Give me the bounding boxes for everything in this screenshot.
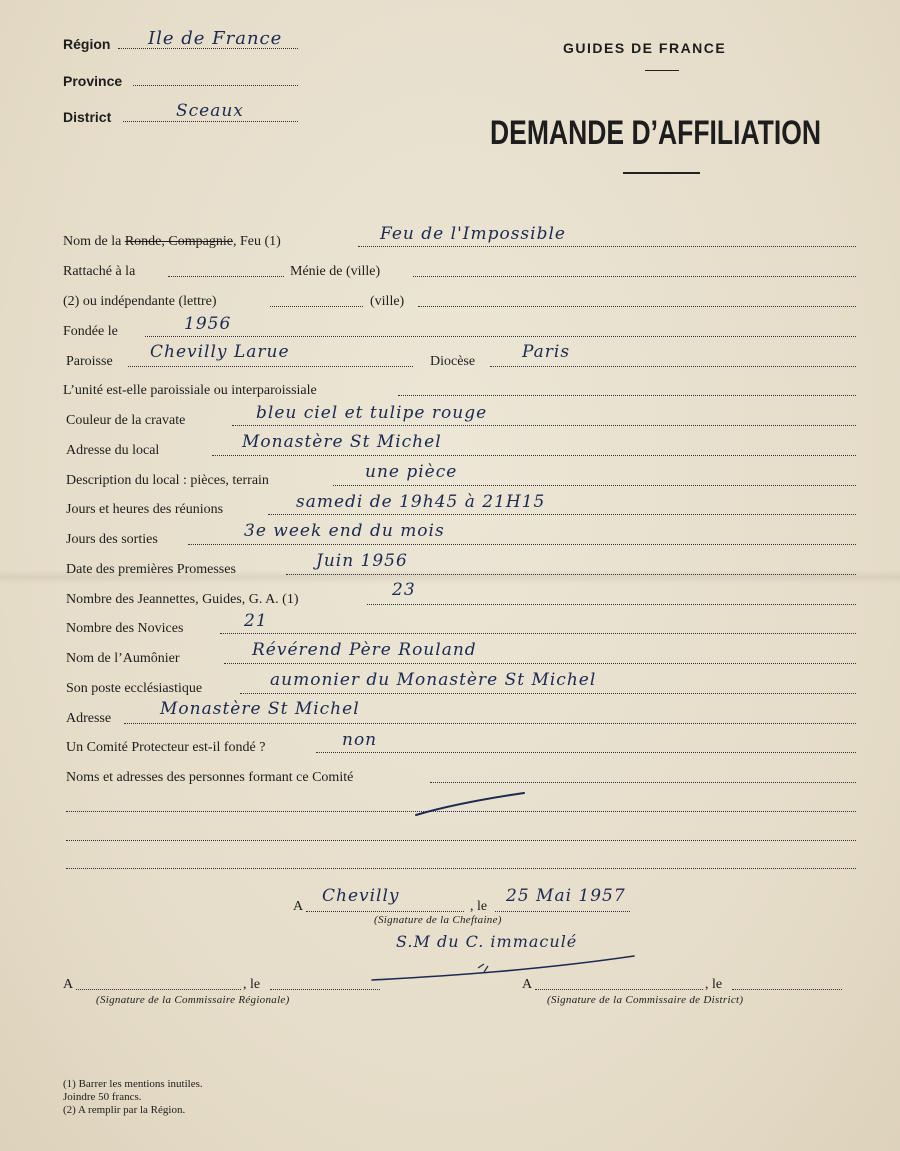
novices-label: Nombre des Novices: [66, 621, 184, 636]
paroisse-label: Paroisse: [66, 354, 113, 369]
nombre-line: [367, 604, 856, 605]
noms-label: Noms et adresses des personnes formant ce Comité: [66, 770, 354, 785]
adresse-line: [124, 723, 856, 724]
footnote-1b: Joindre 50 francs.: [63, 1091, 142, 1103]
district-le-label: , le: [705, 977, 723, 992]
independante-label: (2) ou indépendante (lettre): [63, 294, 217, 309]
jours-heures-line: [268, 514, 856, 515]
description-line: [333, 485, 856, 486]
page-title: DEMANDE D’AFFILIATION: [490, 114, 821, 152]
unite-line: [398, 395, 856, 396]
region-label: Région: [63, 36, 111, 52]
signature-a-label: A: [293, 899, 304, 914]
district-a-line: [535, 989, 703, 990]
promesses-label: Date des premières Promesses: [66, 562, 236, 577]
district-a-label: A: [522, 977, 533, 992]
province-label: Province: [63, 73, 123, 89]
region-value: Ile de France: [148, 28, 283, 49]
menie-label: Ménie de (ville): [290, 264, 381, 279]
paroisse-line: [128, 366, 413, 367]
title-underline: [623, 172, 700, 174]
promesses-line: [286, 574, 856, 575]
nom-value: Feu de l'Impossible: [380, 224, 566, 244]
sorties-label: Jours des sorties: [66, 532, 158, 547]
aumonier-value: Révérend Père Rouland: [252, 640, 477, 660]
blank-line-2: [66, 840, 856, 841]
nombre-value: 23: [392, 580, 416, 600]
comite-value: non: [342, 730, 378, 750]
district-line: [123, 121, 298, 122]
diocese-line: [490, 366, 856, 367]
menie-line: [413, 276, 856, 277]
ville-line: [418, 306, 856, 307]
paroisse-value: Chevilly Larue: [150, 342, 290, 362]
novices-value: 21: [244, 611, 268, 631]
province-line: [133, 85, 298, 86]
rattache-label: Rattaché à la: [63, 264, 136, 279]
cravate-label: Couleur de la cravate: [66, 413, 186, 428]
unite-label: L’unité est-elle paroissiale ou interparoissiale: [63, 383, 317, 398]
ville-label: (ville): [370, 294, 405, 309]
signature-le-label: , le: [470, 899, 488, 914]
district-value: Sceaux: [176, 101, 244, 121]
district-caption: (Signature de la Commissaire de District): [547, 994, 744, 1006]
footnote-1: (1) Barrer les mentions inutiles.: [63, 1078, 203, 1090]
organization-name: GUIDES DE FRANCE: [563, 40, 727, 56]
nom-suffix: , Feu (1): [232, 234, 281, 249]
jours-heures-label: Jours et heures des réunions: [66, 502, 224, 517]
jours-heures-value: samedi de 19h45 à 21H15: [296, 492, 546, 512]
signature-le-line: [495, 911, 630, 912]
nom-prefix: Nom de la: [63, 234, 122, 249]
poste-label: Son poste ecclésiastique: [66, 681, 203, 696]
diocese-label: Diocèse: [430, 354, 476, 369]
regionale-a-line: [76, 989, 241, 990]
cravate-line: [232, 425, 856, 426]
adresse-local-label: Adresse du local: [66, 443, 160, 458]
diocese-value: Paris: [522, 342, 571, 362]
fondee-line: [145, 336, 856, 337]
adresse-local-line: [212, 455, 856, 456]
footnote-2: (2) A remplir par la Région.: [63, 1104, 186, 1116]
org-divider: [645, 70, 679, 71]
nom-line: [358, 246, 856, 247]
rattache-line: [168, 276, 284, 277]
signature-a-value: Chevilly: [322, 886, 400, 906]
adresse-value: Monastère St Michel: [160, 699, 360, 719]
nom-struck: Ronde, Compagnie: [124, 234, 233, 249]
regionale-le-line: [270, 989, 380, 990]
poste-value: aumonier du Monastère St Michel: [270, 670, 597, 690]
signature-a-line: [306, 911, 464, 912]
fondee-value: 1956: [184, 314, 232, 334]
promesses-value: Juin 1956: [316, 551, 408, 571]
sorties-value: 3e week end du mois: [244, 521, 445, 541]
nom-label: [63, 234, 281, 250]
district-label: District: [63, 109, 112, 125]
independante-line: [270, 306, 363, 307]
comite-label: Un Comité Protecteur est-il fondé ?: [66, 740, 266, 755]
aumonier-label: Nom de l’Aumônier: [66, 651, 180, 666]
signature-le-text: le: [477, 899, 488, 914]
signature-underline-flourish: [368, 950, 638, 986]
fondee-label: Fondée le: [63, 324, 118, 339]
comite-line: [316, 752, 856, 753]
novices-line: [220, 633, 856, 634]
nombre-label: Nombre des Jeannettes, Guides, G. A. (1): [66, 592, 299, 607]
description-label: Description du local : pièces, terrain: [66, 473, 269, 488]
signature-le-value: 25 Mai 1957: [506, 886, 626, 906]
adresse-label: Adresse: [66, 711, 112, 726]
description-value: une pièce: [365, 462, 458, 482]
aumonier-line: [224, 663, 856, 664]
regionale-a-label: A: [63, 977, 74, 992]
adresse-local-value: Monastère St Michel: [242, 432, 442, 452]
poste-line: [240, 693, 856, 694]
noms-line: [430, 782, 856, 783]
cravate-value: bleu ciel et tulipe rouge: [256, 403, 488, 423]
cheftaine-caption: (Signature de la Cheftaine): [374, 914, 502, 926]
pen-stroke-mark: [410, 788, 530, 820]
sorties-line: [188, 544, 856, 545]
district-le-line: [732, 989, 842, 990]
blank-line-3: [66, 868, 856, 869]
regionale-le-label: , le: [243, 977, 261, 992]
cheftaine-signature: S.M du C. immaculé: [396, 932, 578, 951]
regionale-caption: (Signature de la Commissaire Régionale): [96, 994, 290, 1006]
